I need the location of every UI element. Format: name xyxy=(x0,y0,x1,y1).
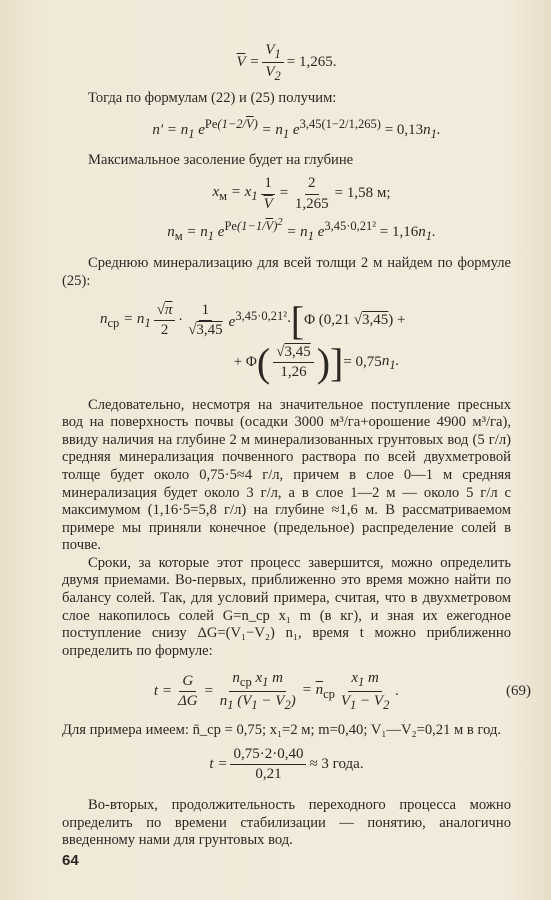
formula-x-max: $x_м = x_1$ $\frac{1}{V}$ = $\frac{2}{1,265}$ = 1,58 м; xyxy=(212,175,391,212)
formula-n-mean-line1: $n_{ср} = n_1$ $\frac{√\pi}{2}$ · $\frac{1}{√3,45}$ $e^{3,45\cdot 0,21^2}\cdot$ [ Φ (0,21 √3,45) + xyxy=(100,297,406,343)
formula-v-ratio: $\overline{V}$ = $\frac{V_1}{V_2}$ = 1,265. xyxy=(236,42,337,84)
text-example-values: Для примера имеем: n̄_ср = 0,75; x₁=2 м; m=0,40; V₁—V₂=0,21 м в год. xyxy=(62,722,502,739)
formula-t-result: t = $\frac{0,75\cdot 2\cdot 0,40}{0,21}$ ≈ 3 года. xyxy=(209,745,364,783)
text-then-by-formulas: Тогда по формулам (22) и (25) получим: xyxy=(88,89,337,106)
equation-number: (69) xyxy=(506,682,531,699)
text-paragraph-timeframes: Сроки, за которые этот процесс завершится, можно определить двумя приемами. Во-первых, приближенно это время можно найти по балансу солей. Так, для условий примера, считая, что в двухметровом слое накопилось солей G=n_ср x₁ m (в кг), и зная их ежегодное поступление снизу ΔG=(V₁−V₂) n₁, время t можно приближенно определить по формуле: xyxy=(62,554,511,659)
page-number: 64 xyxy=(62,852,79,869)
formula-n-max: $n_м = n_1$ $e^{Pe(1-1/\overline{V})^2} = n_1$ $e^{3,45\cdot 0,21^2} = 1,16n_1$. xyxy=(167,216,436,243)
formula-69: t = $\frac{G}{\Delta G}$ = $\frac{n_{ср} x_1 m}{n_1 (V_1 - V_2)}$ = $\overline{n}_{ср}$ $\frac{x_1 m}{V_1 - V_2}$ . (69) xyxy=(153,670,531,712)
formula-n-prime: $n' = n_1$ $e^{Pe(1-2/\overline{V})} = n_1$ $e^{3,45(1-2/1,265)} = 0,13n_1$. xyxy=(152,117,441,142)
text-paragraph-consequently: Следовательно, несмотря на значительное поступление пресных вод на поверхность почвы (осадки 3000 м³/га+орошение 4900 м³/га), ввиду наличия на глубине 2 м минерализованных грунтовых вод (5 г/л) средняя минерализация почвенного раствора по всей двухметровой толще будет около 0,75·5≈4 г/л, причем в слое 0—1 м средняя минерализация будет около 3 г/л, а в слое 1—2 м — около 5 г/л с максимумом (1,16·5=5,8 г/л) на глубине ≈1,6 м. В рассматриваемом примере мы приняли конечное (предельное) распределение солей в почве. xyxy=(62,396,511,554)
text-paragraph-second: Во-вторых, продолжительность переходного процесса можно определить по времени стабилизации — понятию, аналогично введенному нами для грунтовых вод. xyxy=(62,797,511,849)
text-max-salinity: Максимальное засоление будет на глубине xyxy=(88,151,354,168)
formula-n-mean-line2: + Φ ( $\frac{√3,45}{1,26}$ ) ] = 0,75 $n_1$. xyxy=(233,339,400,385)
text-mean-mineralization: Среднюю минерализацию для всей толщи 2 м найдем по формуле (25): xyxy=(62,255,511,289)
